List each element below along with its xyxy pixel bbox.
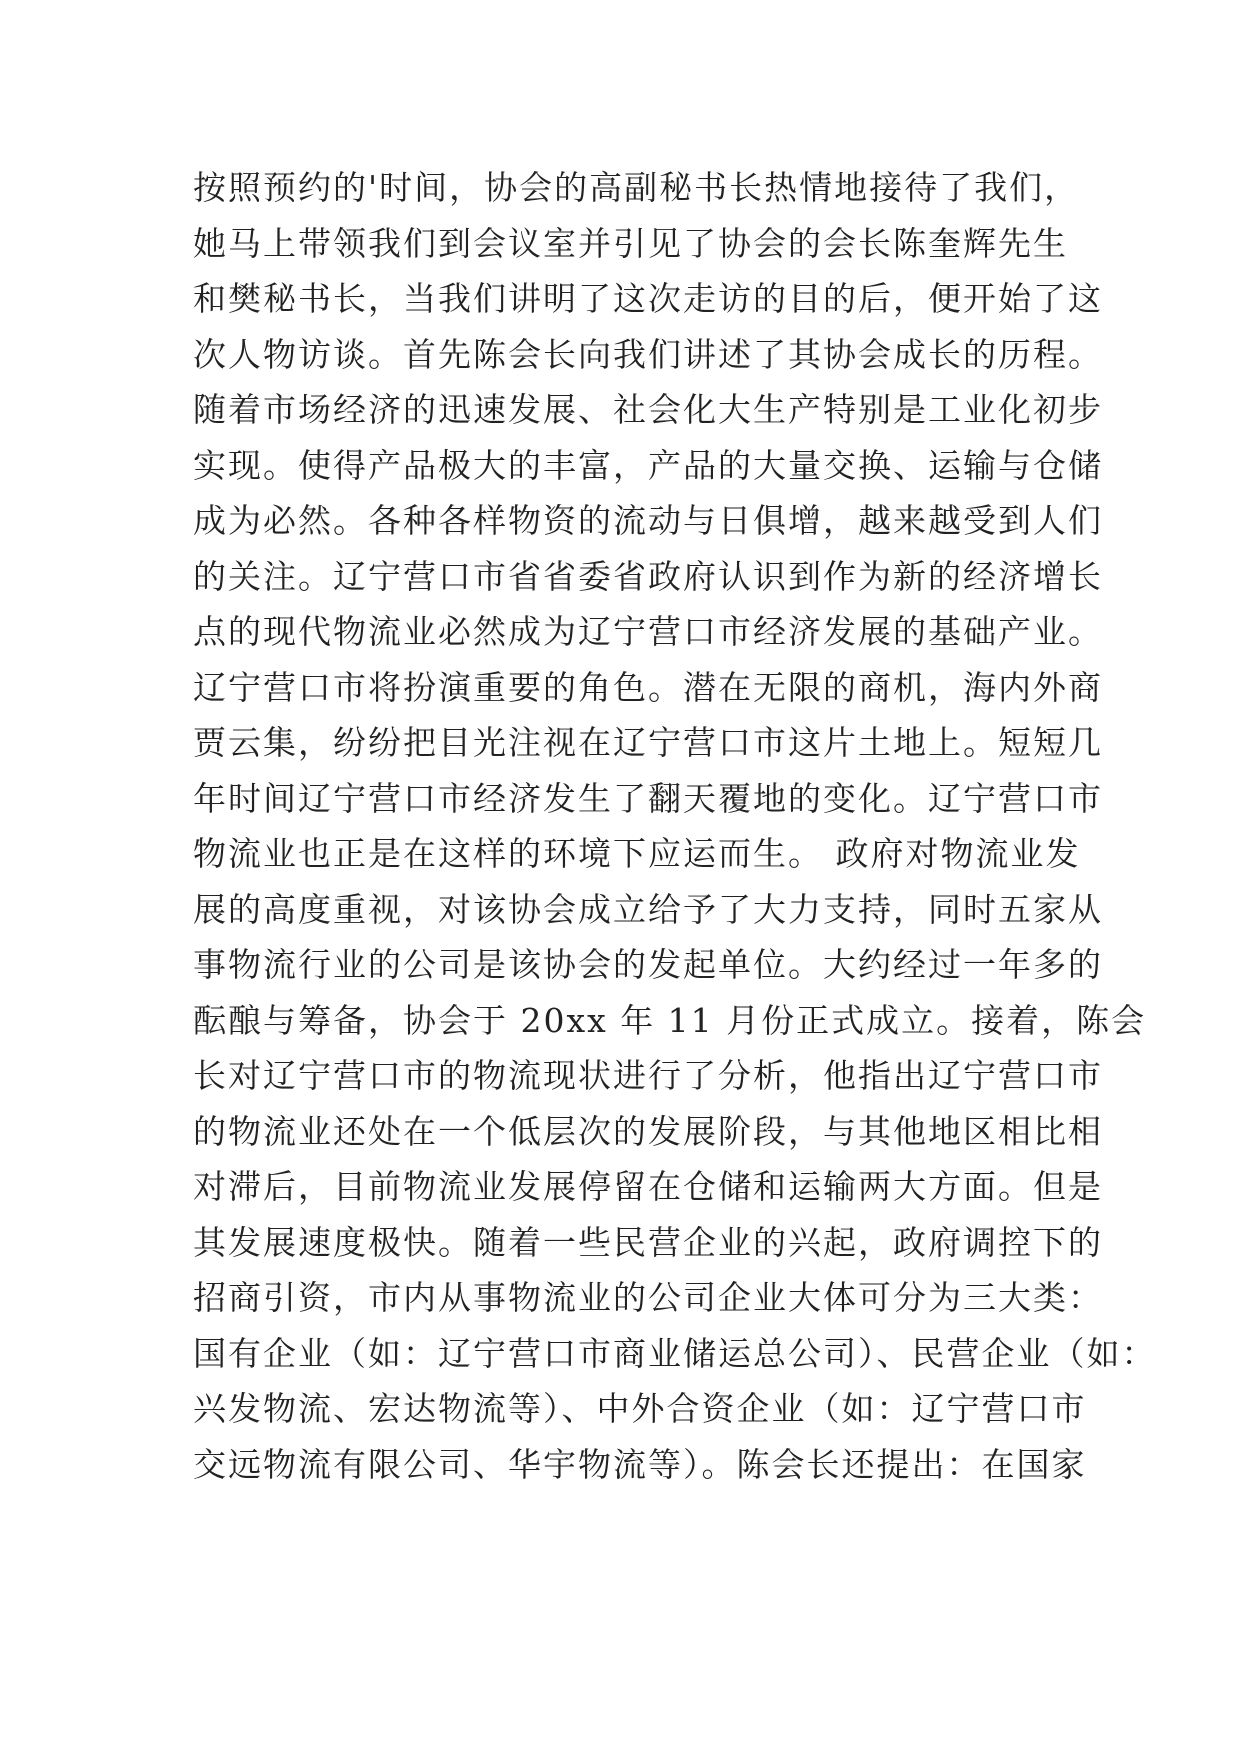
text-line: 物流业也正是在这样的环境下应运而生。 政府对物流业发 <box>193 834 1081 873</box>
text-line: 招商引资，市内从事物流业的公司企业大体可分为三大类： <box>193 1278 1103 1317</box>
text-line: 成为必然。各种各样物资的流动与日俱增，越来越受到人们 <box>193 501 1103 540</box>
text-line: 的物流业还处在一个低层次的发展阶段，与其他地区相比相 <box>193 1111 1103 1151</box>
text-line: 按照预约的'时间，协会的高副秘书长热情地接待了我们， <box>193 168 1080 207</box>
text-line: 她马上带领我们到会议室并引见了协会的会长陈奎辉先生 <box>193 223 1068 263</box>
text-line: 交远物流有限公司、华宇物流等）。陈会长还提出：在国家 <box>193 1444 1087 1484</box>
text-line: 对滞后，目前物流业发展停留在仓储和运输两大方面。但是 <box>193 1167 1103 1206</box>
text-line: 实现。使得产品极大的丰富，产品的大量交换、运输与仓储 <box>193 445 1103 485</box>
text-line: 展的高度重视，对该协会成立给予了大力支持，同时五家从 <box>193 889 1103 929</box>
text-line: 的关注。辽宁营口市省省委省政府认识到作为新的经济增长 <box>193 556 1103 596</box>
text-line: 兴发物流、宏达物流等）、中外合资企业（如：辽宁营口市 <box>193 1389 1087 1428</box>
text-line: 国有企业（如：辽宁营口市商业储运总公司）、民营企业（如： <box>193 1333 1157 1373</box>
text-line: 辽宁营口市将扮演重要的角色。潜在无限的商机，海内外商 <box>193 667 1103 707</box>
text-line: 次人物访谈。首先陈会长向我们讲述了其协会成长的历程。 <box>193 334 1103 374</box>
text-line: 点的现代物流业必然成为辽宁营口市经济发展的基础产业。 <box>193 612 1103 651</box>
text-line: 和樊秘书长，当我们讲明了这次走访的目的后，便开始了这 <box>193 279 1103 318</box>
text-line: 酝酿与筹备，协会于 20xx 年 11 月份正式成立。接着，陈会 <box>193 1000 1147 1040</box>
text-line: 随着市场经济的迅速发展、社会化大生产特别是工业化初步 <box>193 390 1103 429</box>
text-line: 事物流行业的公司是该协会的发起单位。大约经过一年多的 <box>193 945 1103 984</box>
text-line: 贾云集，纷纷把目光注视在辽宁营口市这片土地上。短短几 <box>193 723 1103 762</box>
text-line: 年时间辽宁营口市经济发生了翻天覆地的变化。辽宁营口市 <box>193 778 1103 818</box>
body-paragraph <box>193 160 1157 1492</box>
text-line: 其发展速度极快。随着一些民营企业的兴起，政府调控下的 <box>193 1222 1103 1262</box>
text-line: 长对辽宁营口市的物流现状进行了分析，他指出辽宁营口市 <box>193 1056 1103 1095</box>
